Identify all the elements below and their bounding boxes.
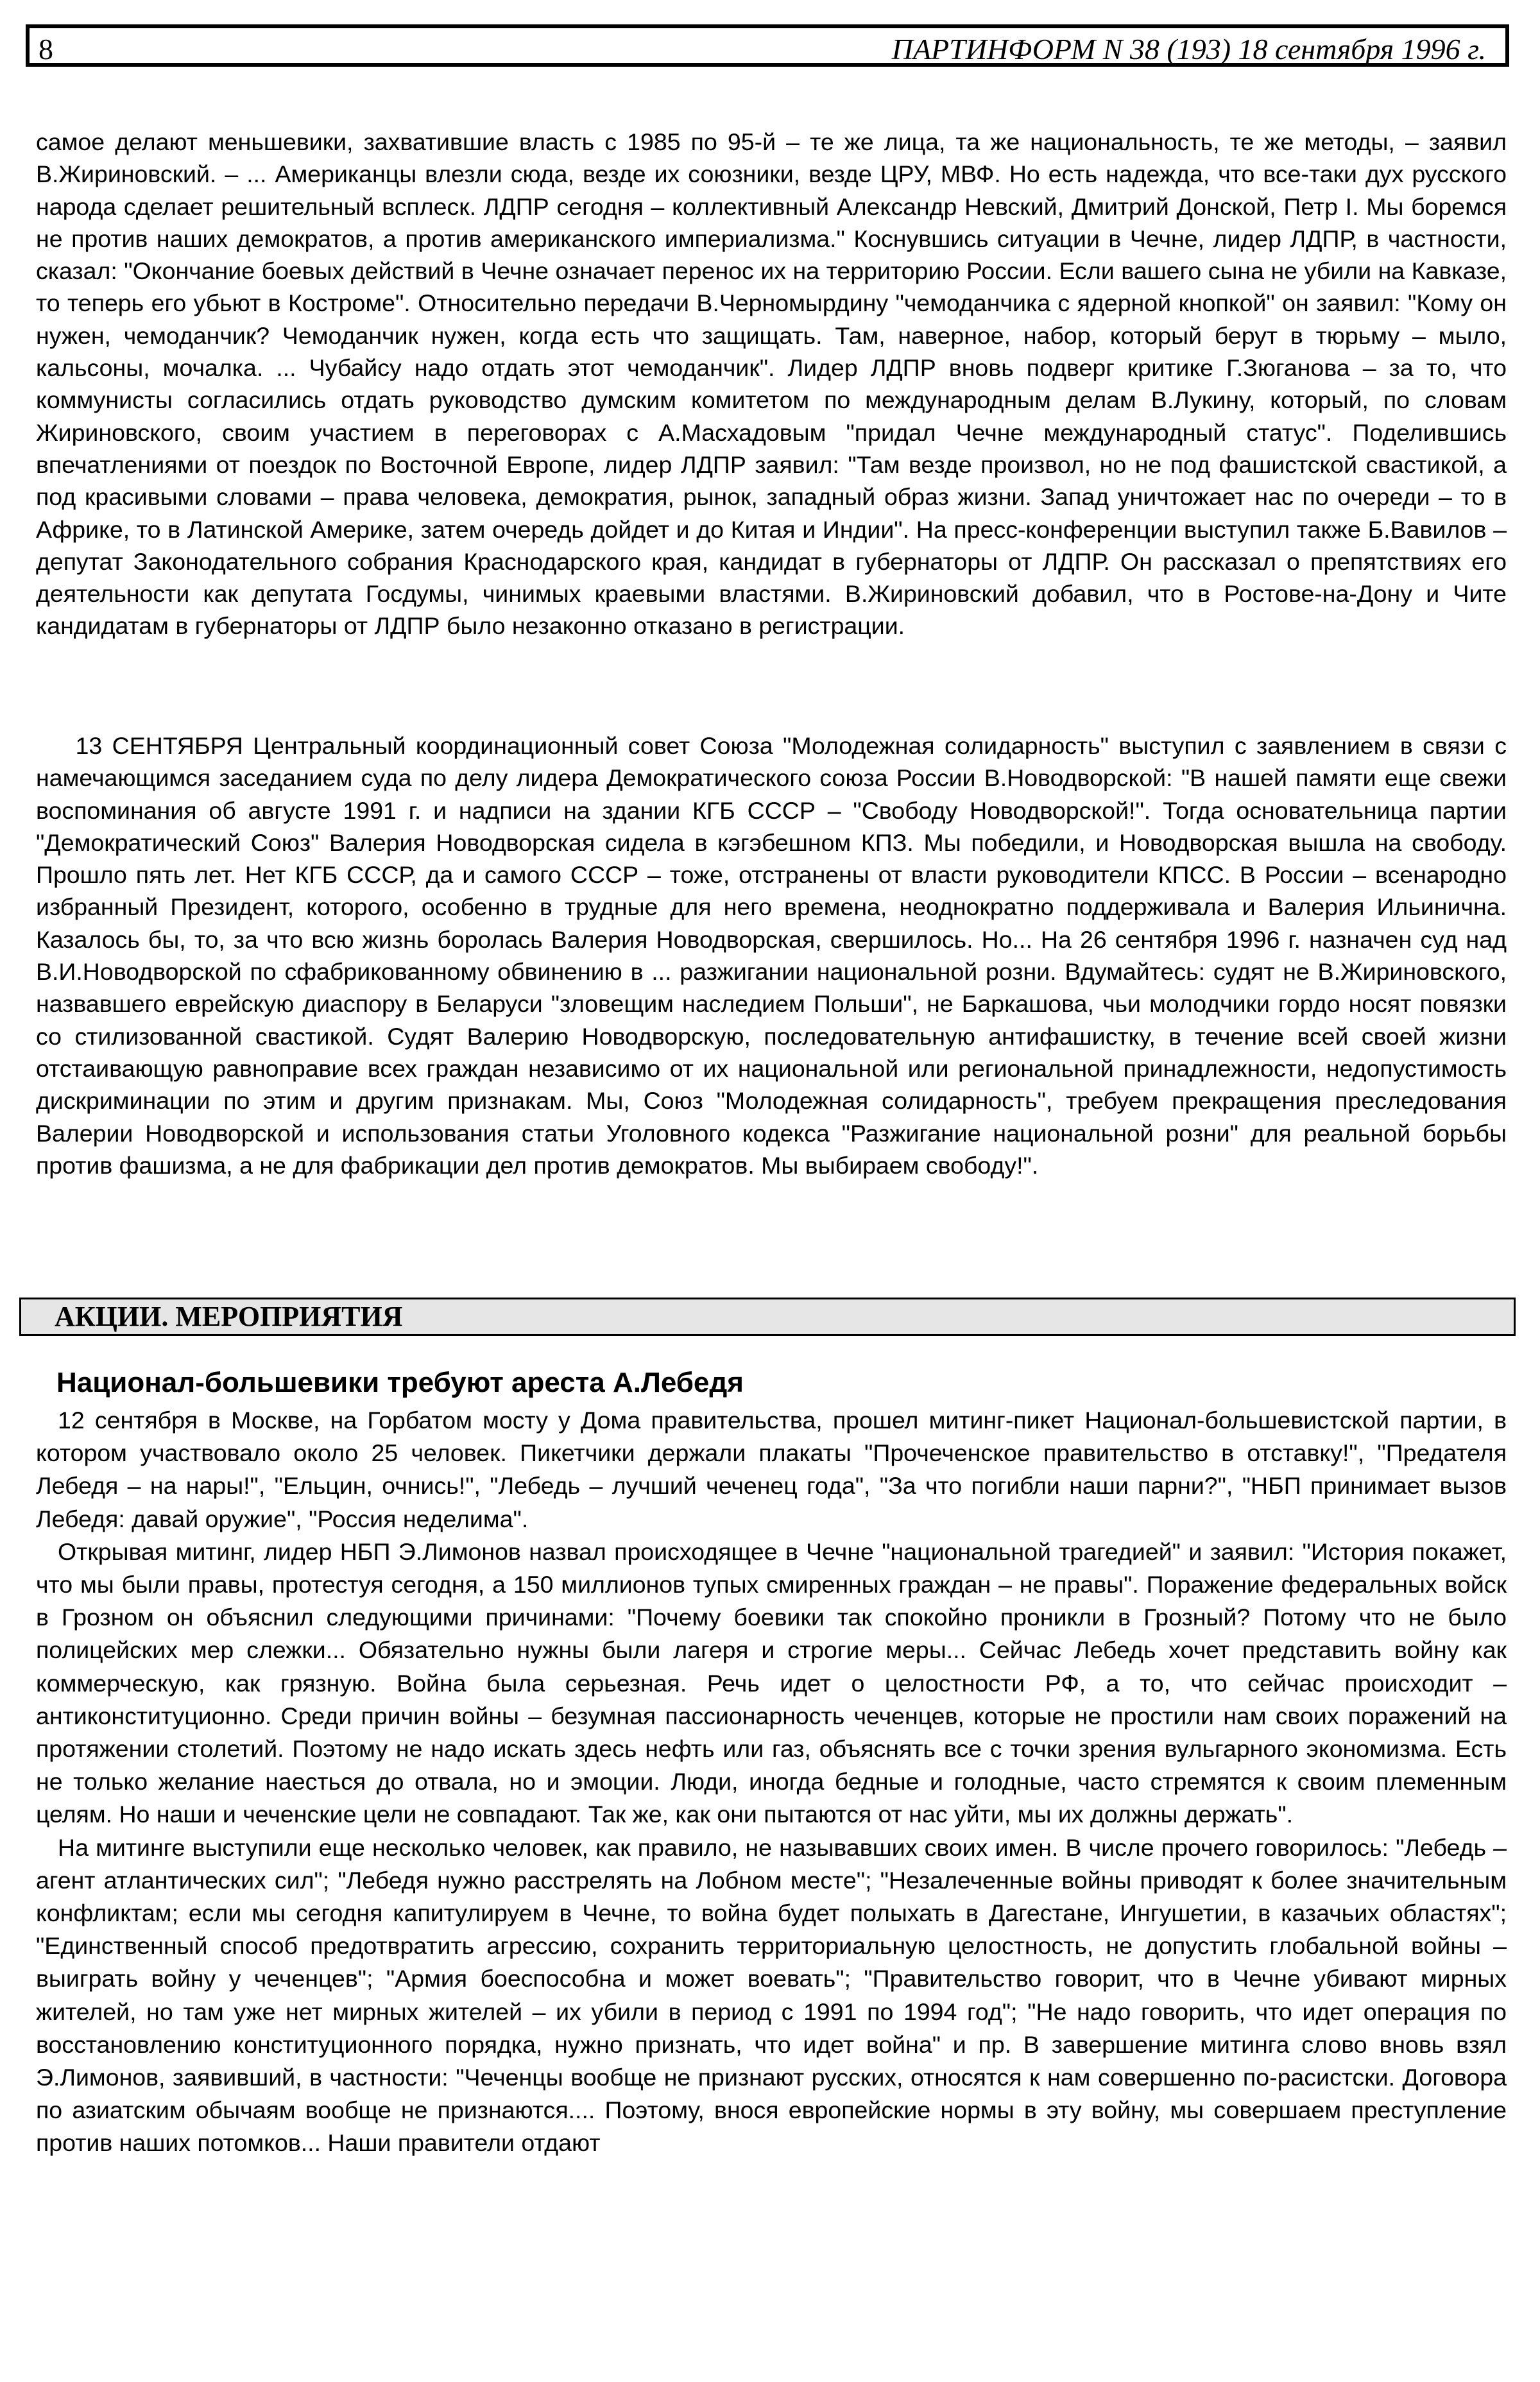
- text-block-solidarity: [36, 730, 1514, 1181]
- article-headline: Национал-большевики требуют ареста А.Лебедя: [56, 1367, 744, 1398]
- paragraph: 12 сентября в Москве, на Горбатом мосту у Дома правительства, прошел митинг-пикет Национал-большевистской партии, в котором участвовало около 25 человек. Пикетчики держали плакаты "Прочеченское правительство в отставку!", "Предателя Лебедя – на нары!", "Ельцин, очнись!", "Лебедь – лучший чеченец года", "За что погибли наши парни?", "НБП принимает вызов Лебедя: давай оружие", "Россия неделима".: [36, 1407, 1507, 1532]
- section-title: АКЦИИ. МЕРОПРИЯТИЯ: [55, 1301, 403, 1332]
- paragraph: Открывая митинг, лидер НБП Э.Лимонов назвал происходящее в Чечне "национальной трагедией" и заявил: "История покажет, что мы были правы, протестуя сегодня, а 150 миллионов тупых смиренных граждан – не правы". Поражение федеральных войск в Грозном он объяснил следующими причинами: "Почему боевики так спокойно проникли в Грозный? Потому что не было полицейских мер слежки... Обязательно нужны были лагеря и строгие меры... Сейчас Лебедь хочет представить войну как коммерческую, как грязную. Война была серьезная. Речь идет о целостности РФ, а то, что сейчас происходит – антиконституционно. Среди причин войны – безумная пассионарность чеченцев, которые не простили нам своих поражений на протяжении столетий. Поэтому не надо искать здесь нефть или газ, объяснять все с точки зрения вульгарного экономизма. Есть не только желание наесться до отвала, но и эмоции. Люди, иногда бедные и голодные, часто стремятся к своим племенным целям. Но наши и чеченские цели не совпадают. Так же, как они пытаются от нас уйти, мы их должны держать".: [36, 1538, 1507, 1828]
- paragraph: 13 СЕНТЯБРЯ Центральный координационный совет Союза "Молодежная солидарность" выступил с заявлением в связи с намечающимся заседанием суда по делу лидера Демократического союза России В.Новодворской: "В нашей памяти еще свежи воспоминания об августе 1991 г. и надписи на здании КГБ СССР – "Свободу Новодворской!". Тогда основательница партии "Демократический Союз" Валерия Новодворская сидела в кэгэбешном КПЗ. Мы победили, и Новодворская вышла на свободу. Прошло пять лет. Нет КГБ СССР, да и самого СССР – тоже, отстранены от власти руководители КПСС. В России – всенародно избранный Президент, которого, особенно в трудные для него времена, неоднократно поддерживала и Валерия Ильинична. Казалось бы, то, за что всю жизнь боролась Валерия Новодворская, свершилось. Но... На 26 сентября 1996 г. назначен суд над В.И.Новодворской по сфабрикованному обвинению в ... разжигании национальной розни. Вдумайтесь: судят не В.Жириновского, назвавшего еврейскую диаспору в Беларуси "зловещим наследием Польши", не Баркашова, чьи молодчики гордо носят повязки со стилизованной свастикой. Судят Валерию Новодворскую, последовательную антифашистку, в течение всей своей жизни отстаивающую равноправие всех граждан независимо от их национальной или региональной принадлежности, недопустимость дискриминации по этим и другим признакам. Мы, Союз "Молодежная солидарность", требуем прекращения преследования Валерии Новодворской и использования статьи Уголовного кодекса "Разжигание национальной розни" для реальной борьбы против фашизма, а не для фабрикации дел против демократов. Мы выбираем свободу!".: [36, 732, 1514, 1179]
- article-body: [36, 1404, 1507, 2160]
- section-heading-bar: [19, 1298, 1516, 1336]
- page-header: [26, 24, 1509, 67]
- paragraph: самое делают меньшевики, захватившие власть с 1985 по 95-й – те же лица, та же национальность, те же методы, – заявил В.Жириновский. – ... Американцы влезли сюда, везде их союзники, везде ЦРУ, МВФ. Но есть надежда, что все-таки дух русского народа сделает решительный всплеск. ЛДПР сегодня – коллективный Александр Невский, Дмитрий Донской, Петр I. Мы боремся не против наших демократов, а против американского империализма." Коснувшись ситуации в Чечне, лидер ЛДПР, в частности, сказал: "Окончание боевых действий в Чечне означает перенос их на территорию России. Если вашего сына не убили на Кавказе, то теперь его убьют в Костроме". Относительно передачи В.Черномырдину "чемоданчика с ядерной кнопкой" он заявил: "Кому он нужен, чемоданчик? Чемоданчик нужен, когда есть что защищать. Там, наверное, набор, который берут в тюрьму – мыло, кальсоны, мочалка. ... Чубайсу надо отдать этот чемоданчик". Лидер ЛДПР вновь подверг критике Г.Зюганова – за то, что коммунисты согласились отдать руководство думским комитетом по международным делам В.Лукину, который, по словам Жириновского, своим участием в переговорах с А.Масхадовым "придал Чечне международный статус". Поделившись впечатлениями от поездок по Восточной Европе, лидер ЛДПР заявил: "Там везде произвол, но не под фашистской свастикой, а под красивыми словами – права человека, демократия, рынок, западный образ жизни. Запад уничтожает нас по очереди – то в Африке, то в Латинской Америке, затем очередь дойдет и до Китая и Индии". На пресс-конференции выступил также Б.Вавилов – депутат Законодательного собрания Краснодарского края, кандидат в губернаторы от ЛДПР. Он рассказал о препятствиях его деятельности как депутата Госдумы, чинимых краевыми властями. В.Жириновский добавил, что в Ростове-на-Дону и Чите кандидатам в губернаторы от ЛДПР было незаконно отказано в регистрации.: [36, 128, 1507, 640]
- publication-title: ПАРТИНФОРМ N 38 (193) 18 сентября 1996 г.: [891, 33, 1486, 65]
- paragraph: На митинге выступили еще несколько человек, как правило, не называвших своих имен. В числе прочего говорилось: "Лебедь – агент атлантических сил"; "Лебедя нужно расстрелять на Лобном месте"; "Незалеченные войны приводят к более значительным конфликтам; если мы сегодня капитулируем в Чечне, то война будет полыхать в Дагестане, Ингушетии, в казачьих областях"; "Единственный способ предотвратить агрессию, сохранить территориальную целостность, не допустить глобальной войны – выиграть войну у чеченцев"; "Армия боеспособна и может воевать"; "Правительство говорит, что в Чечне убивают мирных жителей, но там уже нет мирных жителей – их убили в период с 1991 по 1994 год"; "Не надо говорить, что идет операция по восстановлению конституционного порядка, нужно признать, что идет война" и пр. В завершение митинга слово вновь взял Э.Лимонов, заявивший, в частности: "Чеченцы вообще не признают русских, относятся к нам совершенно по-расистски. Договора по азиатским обычаям вообще не признаются.... Поэтому, внося европейские нормы в эту войну, мы совершаем преступление против наших потомков... Наши правители отдают: [36, 1833, 1507, 2157]
- text-block-ldpr: [36, 126, 1507, 642]
- page-number: 8: [38, 33, 53, 65]
